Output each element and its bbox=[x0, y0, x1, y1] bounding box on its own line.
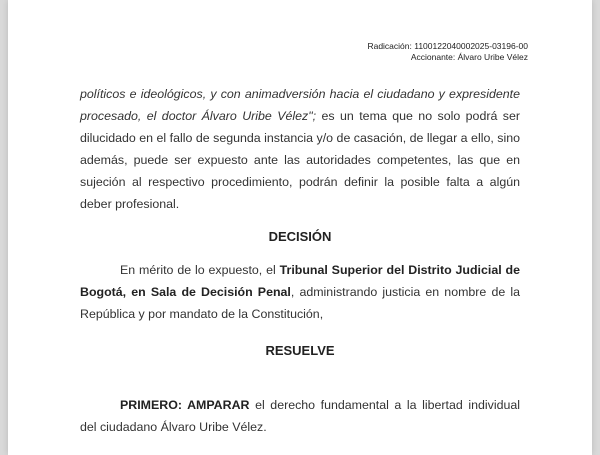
paragraph-analysis bbox=[80, 83, 520, 215]
heading-resuelve: RESUELVE bbox=[265, 343, 335, 358]
paragraph-primero bbox=[80, 394, 520, 438]
paragraph-text: , administrando justicia en nombre de la República y por mandato de la Constitución, bbox=[80, 285, 521, 321]
case-header bbox=[367, 41, 528, 63]
paragraph-text: es un tema que no solo podrá ser dilucidado en el fallo de segunda instancia y/o de casación, de llegar a ello, sino además, puede ser expuesto ante las autoridades competentes, las que en sujeción al respectivo procedimiento, podrán definir la posible falta a algún deber profesional. bbox=[80, 109, 520, 211]
accionante-name: Accionante: Álvaro Uribe Vélez bbox=[410, 52, 528, 62]
resolution-label: PRIMERO: AMPARAR bbox=[120, 398, 250, 412]
court-name: Tribunal Superior del Distrito Judicial de Bogotá, en Sala de Decisión Penal bbox=[80, 263, 520, 299]
paragraph-text: el derecho fundamental a la libertad individual del ciudadano Álvaro Uribe Vélez. bbox=[80, 398, 521, 434]
quoted-text: políticos e ideológicos, y con animadversión hacia el ciudadano y expresidente procesado, el doctor Álvaro Uribe Vélez"; bbox=[80, 87, 520, 123]
radicacion-number: Radicación: 1100122040002025-03196-00 bbox=[367, 41, 528, 51]
document-page bbox=[8, 0, 592, 455]
paragraph-merito bbox=[80, 259, 520, 325]
paragraph-text: En mérito de lo expuesto, el bbox=[120, 263, 276, 277]
heading-decision: DECISIÓN bbox=[268, 229, 332, 244]
